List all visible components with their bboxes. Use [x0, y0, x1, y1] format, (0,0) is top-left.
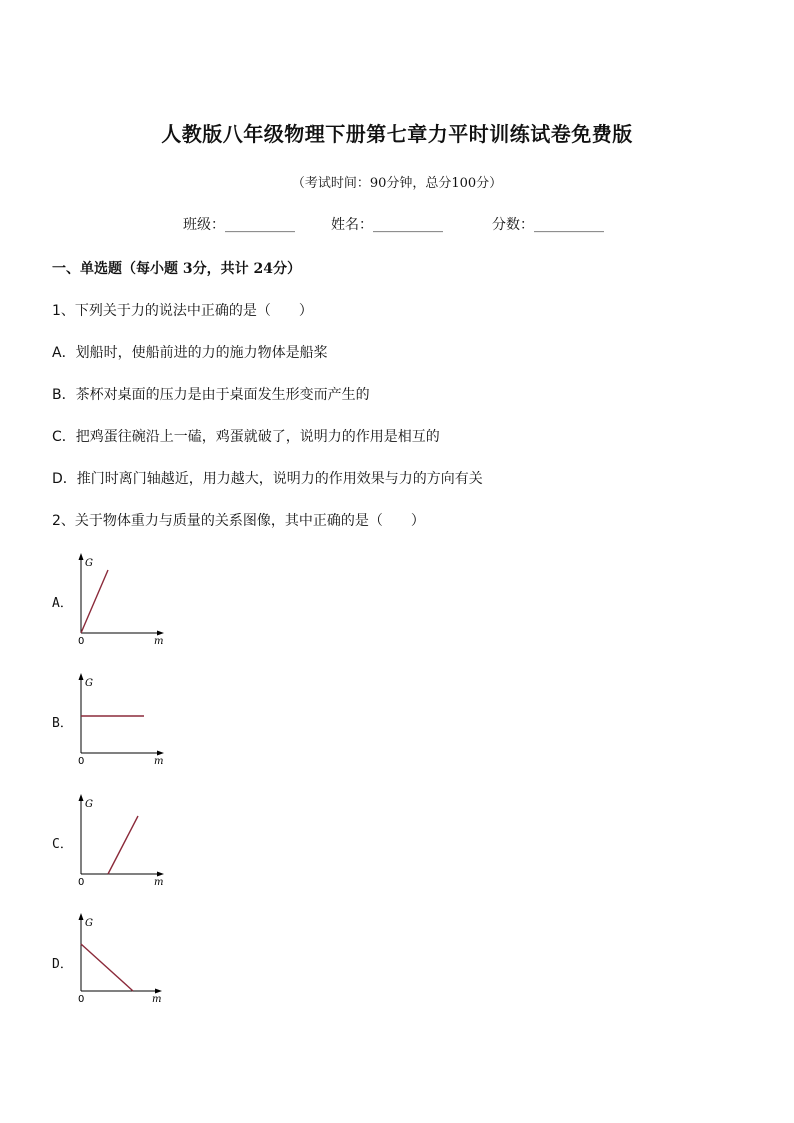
- exam-subtitle: （考试时间：90分钟，总分100分）: [291, 176, 503, 191]
- y-axis-label: G: [85, 918, 93, 929]
- question-1-stem: 1、下列关于力的说法中正确的是（ ）: [52, 303, 313, 319]
- question-2-option-a-label: A．: [52, 596, 73, 611]
- question-2-stem: 2、关于物体重力与质量的关系图像，其中正确的是（ ）: [52, 513, 425, 529]
- section-heading: 一、单选题（每小题 3分，共计 24分）: [52, 261, 301, 277]
- y-axis-arrow: [79, 913, 84, 920]
- y-axis-label: G: [85, 799, 93, 810]
- question-2-option-d-label: D．: [52, 957, 73, 972]
- x-axis-label: m: [154, 877, 164, 888]
- class-label: 班级：: [183, 217, 225, 233]
- origin-label: 0: [78, 636, 85, 647]
- name-label: 姓名：: [331, 217, 373, 233]
- graph-option-a: [72, 553, 172, 648]
- score-field: [492, 214, 604, 234]
- name-field: [331, 214, 443, 234]
- origin-label: 0: [78, 994, 85, 1005]
- score-blank: __________: [534, 217, 604, 233]
- y-axis-label: G: [85, 678, 93, 689]
- class-blank: __________: [225, 217, 295, 233]
- y-axis-label: G: [85, 558, 93, 569]
- origin-label: 0: [78, 877, 85, 888]
- graph-option-c: [72, 794, 172, 889]
- question-1-option-b: B．茶杯对桌面的压力是由于桌面发生形变而产生的: [52, 387, 370, 403]
- graph-option-b: [72, 673, 172, 768]
- question-1-option-d: D．推门时离门轴越近，用力越大，说明力的作用效果与力的方向有关: [52, 471, 483, 487]
- question-1-option-c: C．把鸡蛋往碗沿上一磕，鸡蛋就破了，说明力的作用是相互的: [52, 429, 440, 445]
- graph-line: [81, 944, 133, 991]
- y-axis-arrow: [79, 794, 84, 801]
- name-blank: __________: [373, 217, 443, 233]
- question-2-option-b-label: B．: [52, 716, 73, 731]
- graph-line: [81, 570, 108, 633]
- graph-line: [108, 816, 138, 874]
- origin-label: 0: [78, 756, 85, 767]
- question-2-option-c-label: C．: [52, 837, 73, 852]
- x-axis-arrow: [157, 751, 164, 756]
- x-axis-arrow: [157, 872, 164, 877]
- x-axis-arrow: [157, 631, 164, 636]
- exam-title: 人教版八年级物理下册第七章力平时训练试卷免费版: [161, 122, 633, 146]
- y-axis-arrow: [79, 553, 84, 560]
- x-axis-label: m: [154, 756, 164, 767]
- x-axis-label: m: [152, 994, 162, 1005]
- x-axis-arrow: [155, 989, 162, 994]
- y-axis-arrow: [79, 673, 84, 680]
- class-field: [183, 214, 295, 234]
- x-axis-label: m: [154, 636, 164, 647]
- graph-option-d: [72, 913, 172, 1008]
- score-label: 分数：: [492, 217, 534, 233]
- question-1-option-a: A．划船时，使船前进的力的施力物体是船桨: [52, 345, 328, 361]
